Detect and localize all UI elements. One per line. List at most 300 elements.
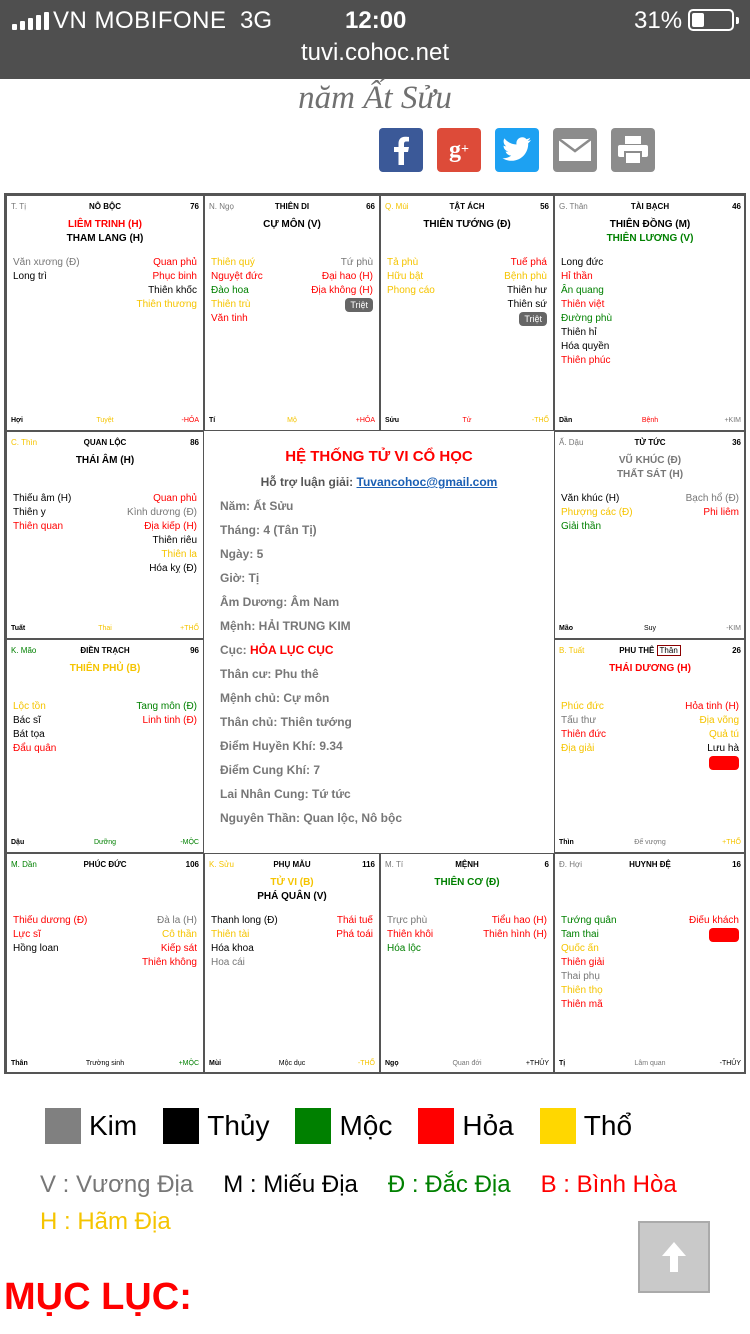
star-name: Hóa lộc: [387, 943, 421, 954]
cell-palace-name: PHÚC ĐỨC: [83, 860, 127, 869]
main-star: CỰ MÔN (V): [263, 219, 321, 230]
star-name: Tả phù: [387, 257, 419, 268]
address-bar[interactable]: tuvi.cohoc.net: [300, 39, 450, 66]
footer-element: -MỘC: [180, 839, 199, 846]
star-name: Hoa cái: [211, 957, 245, 968]
legend-position-item: M : Miếu Địa: [223, 1171, 358, 1198]
scroll-to-top-button[interactable]: [638, 1221, 710, 1293]
facebook-icon[interactable]: [379, 128, 423, 172]
star-row: [211, 256, 373, 270]
star-name: Ân quang: [561, 285, 604, 296]
battery-percent: 31%: [634, 7, 683, 34]
star-name: Đẩu quân: [13, 743, 57, 754]
palace-cell: [6, 639, 204, 853]
cuc-label: Cục:: [220, 643, 247, 657]
palace-cell: [554, 431, 746, 639]
support-email-link[interactable]: Tuvancohoc@gmail.com: [356, 475, 498, 489]
cell-number: 66: [366, 202, 375, 211]
star-name: Quan phủ: [153, 493, 197, 504]
info-lai-nhan: Lai Nhân Cung: Tứ tức: [220, 787, 351, 801]
star-name: Nguyệt đức: [211, 271, 263, 282]
info-menh-chu: Mệnh chủ: Cự môn: [220, 691, 330, 705]
footer-stage: Lâm quan: [634, 1060, 666, 1067]
cell-footer: [11, 836, 199, 846]
legend-swatch: [45, 1108, 81, 1144]
star-row: [561, 914, 739, 928]
star-name: Bệnh phù: [504, 271, 547, 282]
cell-footer: [559, 836, 741, 846]
carrier: VN MOBIFONE: [53, 7, 227, 34]
star-name: Văn tinh: [211, 313, 248, 324]
star-row: [561, 998, 739, 1012]
palace-cell: [554, 853, 746, 1074]
info-month: Tháng: 4 (Tân Tị): [220, 523, 317, 537]
star-name: Thiên y: [13, 507, 46, 518]
cell-number: 26: [732, 646, 741, 655]
cell-main-stars: [7, 662, 203, 676]
cell-branch: Q. Mùi: [385, 202, 409, 211]
star-row: [561, 928, 739, 942]
star-row: [13, 534, 197, 548]
cell-star-list: [561, 700, 739, 770]
cell-palace-name: PHU THÊ Thân: [559, 644, 741, 658]
cell-star-list: [561, 492, 739, 534]
cell-branch: M. Dần: [11, 860, 37, 869]
star-name: Lực sĩ: [13, 929, 41, 940]
star-name: Thiên khôi: [387, 929, 434, 940]
star-name: Hữu bật: [387, 271, 424, 282]
cell-main-stars: [205, 218, 379, 232]
twitter-icon[interactable]: [495, 128, 539, 172]
star-name: Hóa khoa: [211, 943, 254, 954]
cell-palace-name: TẬT ÁCH: [449, 202, 485, 211]
legend-label: Thổ: [583, 1110, 633, 1141]
star-name: Thiên tài: [211, 929, 250, 940]
legend-swatch: [163, 1108, 199, 1144]
footer-branch: Mùi: [209, 1060, 222, 1067]
star-name: Lộc tồn: [13, 701, 46, 712]
star-row: [13, 914, 197, 928]
footer-element: +MỘC: [178, 1060, 199, 1067]
arrow-up-icon: [659, 1240, 689, 1274]
cell-branch: Đ. Hợi: [559, 860, 583, 869]
star-row: [211, 312, 373, 326]
star-name: Địa kiếp (H): [144, 521, 197, 532]
cell-number: 36: [732, 438, 741, 447]
star-row: [561, 326, 739, 340]
status-bar: [0, 0, 750, 79]
star-row: [13, 956, 197, 970]
star-row: [211, 270, 373, 284]
star-name: Địa giải: [561, 743, 595, 754]
footer-branch: Dậu: [11, 839, 25, 846]
footer-stage: Thai: [98, 625, 112, 632]
legend-swatch: [295, 1108, 331, 1144]
star-name: Phục binh: [152, 271, 197, 282]
main-star: THÁI ÂM (H): [75, 455, 135, 466]
main-star: THIÊN TƯỚNG (Đ): [423, 219, 511, 230]
star-row: [561, 312, 739, 326]
cell-branch: N. Ngọ: [209, 202, 234, 211]
print-icon[interactable]: [611, 128, 655, 172]
star-row: [13, 506, 197, 520]
star-name: Phá toái: [336, 929, 373, 940]
star-name: Thiên la: [161, 549, 197, 560]
star-name: Thiên sứ: [507, 299, 547, 310]
footer-stage: Mộc dục: [278, 1060, 306, 1067]
star-row: [387, 298, 547, 312]
star-row: [387, 942, 547, 956]
main-star: VŨ KHÚC (Đ): [618, 455, 682, 466]
cell-star-list: [211, 256, 373, 326]
star-name: Long trì: [13, 271, 47, 282]
cell-main-stars: [555, 454, 745, 482]
star-name: Thiên phúc: [561, 355, 611, 366]
cell-number: 116: [362, 860, 375, 869]
star-name: Thiên quan: [13, 521, 64, 532]
star-name: Thiên khốc: [148, 285, 197, 296]
main-star: THIÊN LƯƠNG (V): [606, 233, 694, 244]
star-name: Thiên trù: [211, 299, 251, 310]
cell-footer: [11, 622, 199, 632]
star-name: Bạch hổ (Đ): [685, 493, 739, 504]
cell-branch: T. Tị: [11, 202, 26, 211]
main-star: THÁI DƯƠNG (H): [609, 663, 691, 674]
star-name: Đào hoa: [211, 285, 249, 296]
cell-star-list: [211, 914, 373, 970]
cell-star-list: [13, 914, 197, 970]
cell-main-stars: [555, 662, 745, 676]
support-line: [204, 475, 554, 489]
star-row: [13, 548, 197, 562]
footer-element: +THỔ: [722, 839, 741, 846]
info-cung-khi: Điểm Cung Khí: 7: [220, 763, 321, 777]
star-row: [387, 270, 547, 284]
cell-number: 76: [190, 202, 199, 211]
horoscope-chart: [4, 193, 746, 1074]
star-row: [13, 700, 197, 714]
footer-stage: Quan đới: [452, 1060, 482, 1067]
cell-branch: C. Thìn: [11, 438, 38, 447]
star-row: [561, 714, 739, 728]
star-row: [561, 340, 739, 354]
footer-branch: Hợi: [11, 417, 23, 424]
footer-element: +THỔ: [180, 625, 199, 632]
star-row: [561, 970, 739, 984]
star-name: Địa võng: [699, 715, 739, 726]
star-row: [13, 562, 197, 576]
cell-star-list: [13, 700, 197, 756]
star-name: Thiên việt: [561, 299, 605, 310]
footer-stage: Mộ: [287, 417, 297, 424]
star-name: Thiếu âm (H): [13, 493, 72, 504]
cell-footer: [559, 1057, 741, 1067]
cell-star-list: [561, 914, 739, 1012]
cell-footer: [11, 414, 199, 424]
footer-element: +HỎA: [355, 417, 375, 424]
star-row: [561, 284, 739, 298]
star-name: Hóa kỵ (Đ): [149, 563, 197, 574]
element-legend: [45, 1108, 658, 1144]
star-name: Thiên hỉ: [561, 327, 597, 338]
cell-palace-name: ĐIỀN TRẠCH: [80, 646, 130, 655]
cell-footer: [385, 1057, 549, 1067]
star-name: Thiên quý: [211, 257, 255, 268]
main-star: LIÊM TRINH (H): [68, 219, 142, 230]
palace-cell: [6, 431, 204, 639]
cell-main-stars: [381, 218, 553, 232]
info-day: Ngày: 5: [220, 547, 264, 561]
cell-number: 96: [190, 646, 199, 655]
star-row: [387, 928, 547, 942]
footer-element: -HỎA: [181, 417, 199, 424]
footer-stage: Tử: [462, 417, 472, 424]
star-name: Bát tọa: [13, 729, 45, 740]
cell-footer: [559, 414, 741, 424]
triet-badge: Triệt: [519, 312, 547, 326]
star-row: [211, 298, 373, 312]
footer-stage: Đế vượng: [634, 839, 666, 846]
cell-number: 46: [732, 202, 741, 211]
star-name: Quốc ấn: [561, 943, 599, 954]
cell-number: 106: [185, 860, 199, 869]
main-star: THIÊN PHỦ (B): [69, 663, 141, 674]
signal-icon: [12, 12, 49, 30]
footer-branch: Mão: [559, 625, 573, 632]
star-row: [561, 256, 739, 270]
star-name: Tướng quân: [561, 915, 617, 926]
star-row: [13, 256, 197, 270]
position-legend: [40, 1171, 707, 1199]
star-name: Giải thần: [561, 521, 602, 532]
star-row: [561, 756, 739, 770]
cell-star-list: [561, 256, 739, 368]
footer-branch: Ngọ: [385, 1060, 399, 1067]
cell-branch: M. Tí: [385, 860, 404, 869]
star-row: [561, 956, 739, 970]
info-hour: Giờ: Tị: [220, 571, 260, 585]
star-name: Lưu hà: [707, 743, 739, 754]
legend-position-item: B : Bình Hòa: [540, 1171, 677, 1198]
footer-stage: Dưỡng: [93, 839, 117, 846]
cell-star-list: [387, 914, 547, 956]
cell-star-list: [387, 256, 547, 326]
legend-label: Hỏa: [462, 1110, 514, 1141]
google-plus-icon[interactable]: g +: [437, 128, 481, 172]
main-star: THẤT SÁT (H): [616, 469, 684, 480]
footer-element: -THỔ: [357, 1060, 375, 1067]
star-row: [13, 270, 197, 284]
main-star: THIÊN CƠ (Đ): [434, 877, 500, 888]
star-row: [387, 914, 547, 928]
center-title: HỆ THỐNG TỬ VI CỔ HỌC: [285, 448, 473, 465]
palace-cell: [204, 853, 380, 1074]
star-row: [561, 270, 739, 284]
star-name: Kình dương (Đ): [127, 507, 197, 518]
cell-palace-name: THIÊN DI: [274, 202, 310, 211]
footer-branch: Sửu: [385, 417, 400, 424]
legend-ham-dia: H : Hãm Địa: [40, 1208, 171, 1235]
star-row: [561, 700, 739, 714]
network-type: 3G: [240, 7, 273, 34]
footer-element: +THỦY: [525, 1060, 549, 1067]
footer-branch: Tí: [209, 417, 216, 424]
cell-palace-name: NÔ BỘC: [89, 202, 121, 211]
star-row: [13, 714, 197, 728]
star-row: [13, 284, 197, 298]
cell-number: 16: [732, 860, 741, 869]
mail-icon[interactable]: [553, 128, 597, 172]
cell-main-stars: [381, 876, 553, 890]
tuan-badge: Tuần: [709, 928, 739, 942]
star-name: Địa không (H): [311, 285, 373, 296]
cell-number: 6: [544, 860, 549, 869]
star-row: [561, 742, 739, 756]
cell-star-list: [13, 256, 197, 312]
cell-star-list: [13, 492, 197, 576]
star-name: Thai phụ: [561, 971, 600, 982]
star-name: Thiên đức: [561, 729, 607, 740]
star-name: Quả tú: [708, 729, 739, 740]
cell-palace-name: QUAN LỘC: [83, 438, 127, 447]
star-name: Hồng loan: [13, 943, 59, 954]
legend-swatch: [540, 1108, 576, 1144]
star-row: [13, 520, 197, 534]
cell-main-stars: [555, 218, 745, 246]
star-row: [13, 942, 197, 956]
star-row: [561, 492, 739, 506]
cell-palace-name: TÀI BẠCH: [630, 202, 670, 211]
footer-element: +KIM: [724, 417, 741, 424]
legend-swatch: [418, 1108, 454, 1144]
star-name: Văn khúc (H): [561, 493, 620, 504]
footer-element: -THỦY: [719, 1060, 741, 1067]
star-name: Thiên giải: [561, 957, 605, 968]
star-name: Hóa quyền: [561, 341, 610, 352]
star-row: [561, 520, 739, 534]
star-row: [561, 728, 739, 742]
cell-footer: [559, 622, 741, 632]
cell-branch: K. Sửu: [209, 860, 234, 869]
footer-branch: Thân: [11, 1060, 28, 1067]
star-name: Tấu thư: [561, 715, 597, 726]
star-row: [13, 728, 197, 742]
page-title: năm Ất Sửu: [298, 80, 452, 116]
legend-label: Mộc: [339, 1110, 393, 1141]
star-name: Đà la (H): [156, 915, 197, 926]
star-row: [561, 298, 739, 312]
palace-cell: [6, 195, 204, 431]
battery-icon: [688, 9, 734, 31]
info-than-cu: Thân cư: Phu thê: [220, 667, 319, 681]
cell-branch: G. Thân: [559, 202, 588, 211]
cell-number: 56: [540, 202, 549, 211]
star-name: Phi liêm: [703, 507, 739, 518]
cell-footer: [209, 414, 375, 424]
palace-cell: [554, 195, 746, 431]
table-of-contents-heading: MỤC LỤC:: [4, 1276, 192, 1318]
cell-number: 86: [190, 438, 199, 447]
star-name: Thiên riêu: [152, 535, 197, 546]
star-name: Tuế phá: [510, 257, 547, 268]
star-name: Long đức: [561, 257, 604, 268]
star-row: [211, 956, 373, 970]
star-name: Thiên thương: [136, 299, 197, 310]
footer-stage: Tuyệt: [96, 417, 114, 424]
star-row: [13, 492, 197, 506]
star-row: [13, 298, 197, 312]
cell-footer: [11, 1057, 199, 1067]
star-name: Phong cáo: [387, 285, 435, 296]
cell-main-stars: [205, 876, 379, 904]
footer-stage: Bệnh: [641, 417, 659, 424]
palace-cell: [380, 853, 554, 1074]
star-name: Đại hao (H): [321, 271, 373, 282]
star-row: [211, 914, 373, 928]
star-row: [561, 984, 739, 998]
footer-stage: Trường sinh: [85, 1060, 125, 1067]
star-name: Hỉ thần: [561, 271, 593, 282]
footer-branch: Thìn: [559, 839, 574, 846]
star-name: Tang môn (Đ): [136, 701, 197, 712]
palace-cell: [6, 853, 204, 1074]
info-huyen-khi: Điểm Huyền Khí: 9.34: [220, 739, 343, 753]
legend-position-item: Đ : Đắc Địa: [387, 1171, 511, 1198]
star-name: Trực phù: [387, 915, 428, 926]
legend-label: Thủy: [207, 1110, 270, 1141]
star-name: Đường phù: [561, 313, 613, 324]
star-name: Thái tuế: [336, 915, 373, 926]
palace-cell: [204, 195, 380, 431]
than-marker: Thân: [657, 645, 681, 656]
star-name: Thiên hư: [506, 285, 547, 296]
star-row: [211, 284, 373, 298]
cell-palace-name: PHỤ MẪU: [273, 860, 311, 869]
star-row: [387, 312, 547, 326]
main-star: TỬ VI (B): [270, 877, 314, 888]
star-name: Phúc đức: [561, 701, 604, 712]
star-row: [387, 284, 547, 298]
info-cuc: [220, 643, 334, 657]
star-name: Điếu khách: [688, 915, 739, 926]
star-row: [561, 506, 739, 520]
cell-palace-name: MỆNH: [455, 860, 479, 869]
cell-footer: [209, 1057, 375, 1067]
cell-main-stars: [7, 218, 203, 246]
star-name: Linh tinh (Đ): [142, 715, 197, 726]
star-name: Thiếu dương (Đ): [13, 915, 88, 926]
star-row: [211, 942, 373, 956]
info-menh: Mệnh: HẢI TRUNG KIM: [220, 619, 351, 633]
footer-element: -THỔ: [531, 417, 549, 424]
main-star: THIÊN ĐỒNG (M): [609, 219, 691, 230]
footer-stage: Suy: [643, 625, 657, 632]
main-star: THAM LANG (H): [66, 233, 144, 244]
chart-center-info: [204, 432, 554, 852]
star-row: [211, 928, 373, 942]
legend-label: Kim: [89, 1110, 138, 1141]
footer-branch: Dần: [559, 417, 573, 424]
triet-badge: Triệt: [345, 298, 373, 312]
cell-palace-name: HUYNH ĐỆ: [629, 860, 671, 869]
star-name: Tiểu hao (H): [491, 915, 547, 926]
star-name: Thiên mã: [561, 999, 603, 1010]
footer-element: -KIM: [726, 625, 741, 632]
tuan-badge: Tuần: [709, 756, 739, 770]
cell-branch: Ấ. Dậu: [559, 438, 584, 447]
cuc-value: HỎA LỤC CỤC: [250, 643, 334, 657]
info-am-duong: Âm Dương: Âm Nam: [220, 595, 340, 609]
